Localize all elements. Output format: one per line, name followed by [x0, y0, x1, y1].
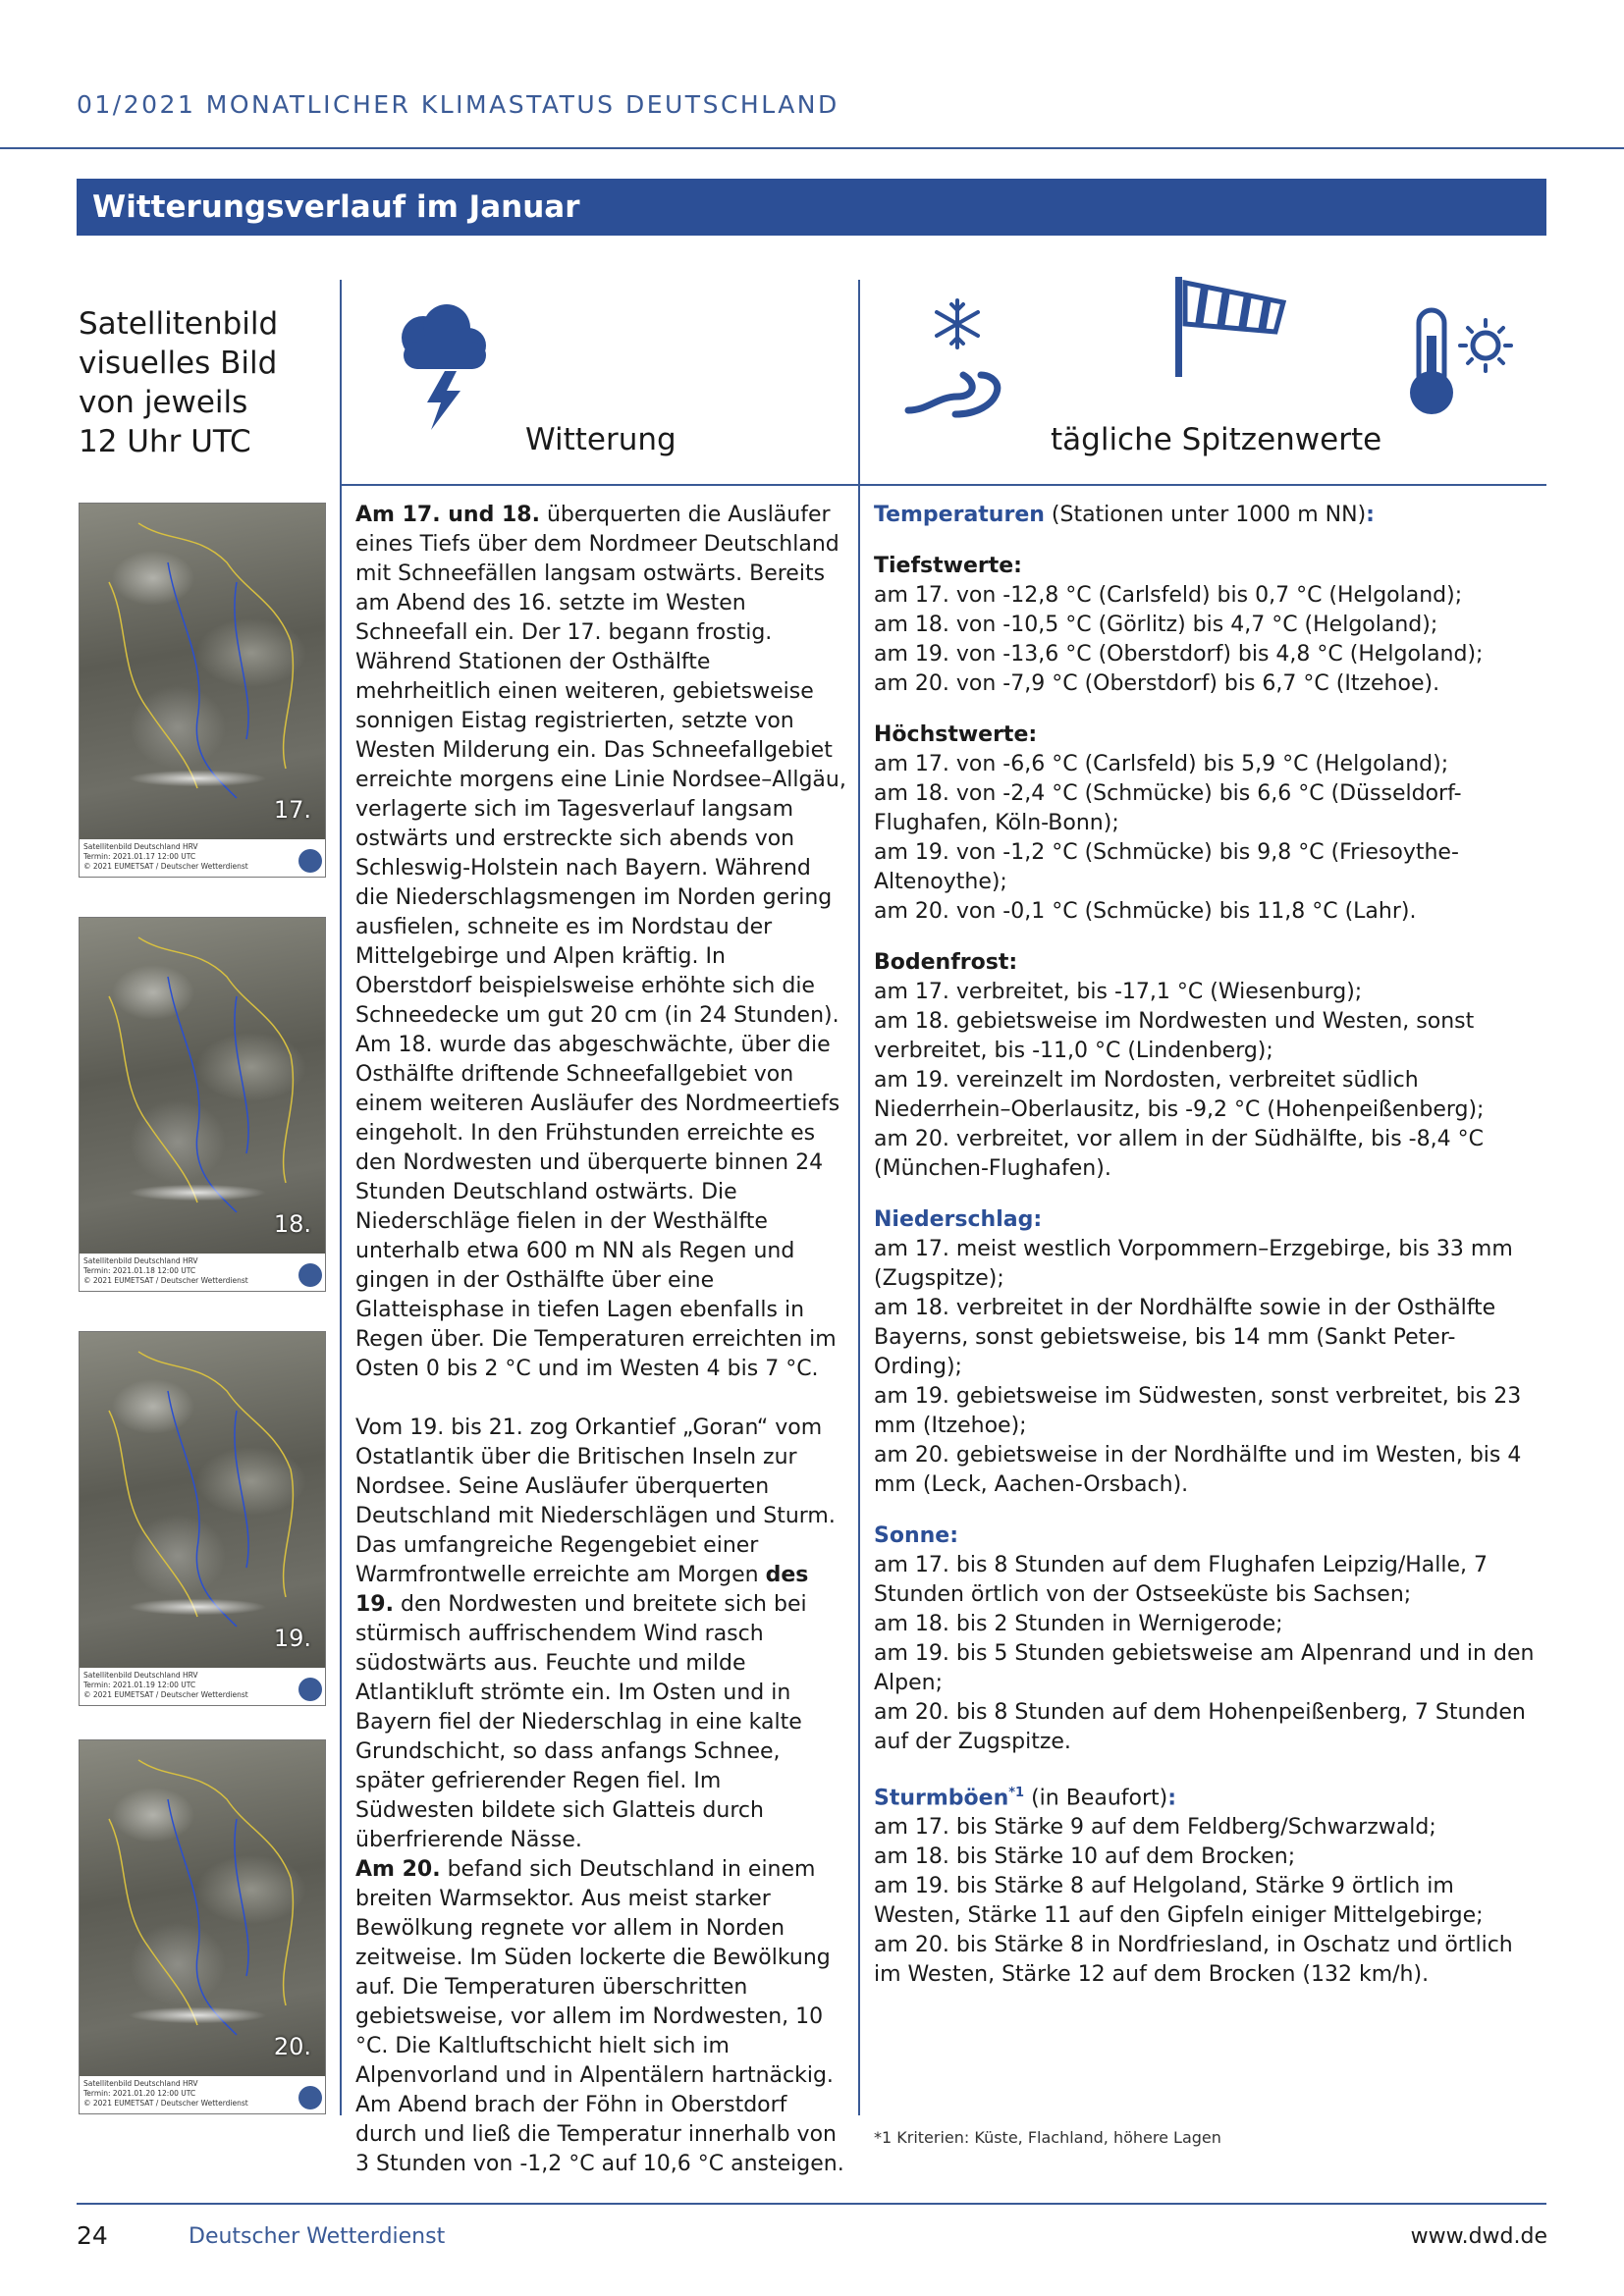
narrative-emphasis: Am 17. und 18. — [355, 503, 540, 527]
satellite-caption-line: Satellitenbild Deutschland HRV — [83, 1256, 198, 1265]
hoechstwerte-item: am 20. von -0,1 °C (Schmücke) bis 11,8 °C (Lahr). — [874, 899, 1417, 924]
satellite-caption-line: © 2021 EUMETSAT / Deutscher Wetterdienst — [83, 1276, 248, 1285]
bodenfrost-item: am 17. verbreitet, bis -17,1 °C (Wiesenburg); — [874, 980, 1363, 1004]
narrative-paragraph — [355, 1855, 846, 2179]
sturmboeen-note: (in Beaufort) — [1024, 1786, 1168, 1811]
bodenfrost-item: am 19. vereinzelt im Nordosten, verbreitet südlich Niederrhein–Oberlausitz, bis -9,2 °C (Hohenpeißenberg); — [874, 1068, 1485, 1122]
tiefstwerte-item: am 17. von -12,8 °C (Carlsfeld) bis 0,7 °C (Helgoland); — [874, 583, 1463, 608]
weather-column-title: Witterung — [525, 422, 677, 457]
tiefstwerte-section — [874, 552, 1542, 699]
satellite-caption-line: © 2021 EUMETSAT / Deutscher Wetterdienst — [83, 1690, 248, 1699]
satellite-caption — [80, 1254, 325, 1291]
tiefstwerte-item: am 18. von -10,5 °C (Görlitz) bis 4,7 °C (Helgoland); — [874, 613, 1438, 637]
satellite-image-17 — [79, 503, 326, 878]
satellite-caption — [80, 2076, 325, 2113]
temperature-section — [874, 501, 1542, 530]
satellite-heading-line: von jeweils — [79, 385, 248, 420]
heading-colon: : — [1366, 503, 1375, 527]
section-banner: Witterungsverlauf im Januar — [77, 179, 1546, 236]
narrative-emphasis: des 19. — [355, 1563, 809, 1617]
hoechstwerte-item: am 17. von -6,6 °C (Carlsfeld) bis 5,9 °C (Helgoland); — [874, 752, 1449, 776]
satellite-heading — [79, 304, 324, 461]
sonne-heading: Sonne: — [874, 1523, 959, 1548]
sturmboeen-section — [874, 1779, 1542, 1990]
niederschlag-item: am 19. gebietsweise im Südwesten, sonst verbreitet, bis 23 mm (Itzehoe); — [874, 1384, 1522, 1438]
sturmboeen-item: am 19. bis Stärke 8 auf Helgoland, Stärke 9 örtlich im Westen, Stärke 11 auf den Gipfeln einiger Mittelgebirge; — [874, 1874, 1484, 1929]
niederschlag-item: am 20. gebietsweise in der Nordhälfte und im Westen, bis 4 mm (Leck, Aachen-Orsbach). — [874, 1443, 1522, 1497]
peak-values — [874, 501, 1542, 2011]
weather-narrative — [355, 501, 846, 2209]
hoechstwerte-item: am 18. von -2,4 °C (Schmücke) bis 6,6 °C (Düsseldorf-Flughafen, Köln-Bonn); — [874, 781, 1462, 835]
windsock-icon — [1173, 273, 1291, 381]
dwd-logo-icon — [298, 1263, 322, 1287]
thermometer-sun-icon — [1399, 306, 1522, 419]
footnote-marker: *1 — [1008, 1786, 1025, 1800]
publisher-name: Deutscher Wetterdienst — [189, 2224, 446, 2249]
narrative-paragraph — [355, 501, 846, 1384]
hoechstwerte-section — [874, 721, 1542, 927]
alps-snow — [99, 1592, 296, 1622]
satellite-image-19 — [79, 1331, 326, 1706]
snowflake-road-icon — [898, 294, 1016, 422]
satellite-caption-line: Satellitenbild Deutschland HRV — [83, 842, 198, 851]
satellite-day-label: 18. — [273, 1210, 311, 1238]
website-link[interactable]: www.dwd.de — [1410, 2224, 1547, 2249]
column-header-rule — [340, 484, 1546, 486]
satellite-caption — [80, 839, 325, 877]
satellite-caption — [80, 1668, 325, 1705]
satellite-day-label: 17. — [273, 796, 311, 824]
heading-colon: : — [1167, 1786, 1177, 1811]
satellite-heading-line: 12 Uhr UTC — [79, 424, 251, 459]
tiefstwerte-item: am 20. von -7,9 °C (Oberstdorf) bis 6,7 °C (Itzehoe). — [874, 671, 1440, 696]
temperature-heading: Temperaturen — [874, 503, 1045, 527]
satellite-caption-line: Satellitenbild Deutschland HRV — [83, 2079, 198, 2088]
satellite-caption-line: Termin: 2021.01.20 12:00 UTC — [83, 2089, 196, 2098]
bodenfrost-heading: Bodenfrost: — [874, 950, 1018, 975]
dwd-logo-icon — [298, 2086, 322, 2109]
sonne-section — [874, 1522, 1542, 1757]
niederschlag-section — [874, 1205, 1542, 1500]
sturmboeen-item: am 18. bis Stärke 10 auf dem Brocken; — [874, 1844, 1296, 1870]
footnote: *1 Kriterien: Küste, Flachland, höhere Lagen — [874, 2128, 1221, 2147]
hoechstwerte-heading: Höchstwerte: — [874, 722, 1038, 747]
column-divider-right — [858, 280, 860, 2115]
satellite-heading-line: visuelles Bild — [79, 346, 278, 381]
narrative-emphasis: Am 20. — [355, 1857, 441, 1882]
sturmboeen-heading-line — [874, 1779, 1542, 1813]
sturmboeen-item: am 20. bis Stärke 8 in Nordfriesland, in Oschatz und örtlich im Westen, Stärke 12 auf dem Brocken (132 km/h). — [874, 1933, 1513, 1988]
narrative-text: befand sich Deutschland in einem breiten Warmsektor. Aus meist starker Bewölkung regnete vor allem in Norden zeitweise. Im Süden lockerte die Bewölkung auf. Die Temperaturen überschritten gebietsweise, vor allem im Nordwesten, 10 °C. Die Kaltluftschicht hielt sich im Alpenvorland und in Alpentälern hartnäckig. Am Abend brach der Föhn in Oberstdorf durch und ließ die Temperatur innerhalb von 3 Stunden von -1,2 °C auf 10,6 °C ansteigen. — [355, 1857, 844, 2176]
satellite-day-label: 20. — [273, 2033, 311, 2060]
page-number: 24 — [77, 2221, 108, 2250]
temperature-note: (Stationen unter 1000 m NN) — [1044, 503, 1367, 527]
satellite-caption-line: Termin: 2021.01.18 12:00 UTC — [83, 1266, 196, 1275]
bodenfrost-item: am 20. verbreitet, vor allem in der Südhälfte, bis -8,4 °C (München-Flughafen). — [874, 1127, 1484, 1181]
alps-snow — [99, 764, 296, 793]
sturmboeen-item: am 17. bis Stärke 9 auf dem Feldberg/Schwarzwald; — [874, 1815, 1436, 1841]
report-header-title: 01/2021 MONATLICHER KLIMASTATUS DEUTSCHLAND — [77, 90, 839, 119]
alps-snow — [99, 2001, 296, 2030]
sonne-item: am 17. bis 8 Stunden auf dem Flughafen Leipzig/Halle, 7 Stunden örtlich von der Ostseeküste bis Sachsen; — [874, 1553, 1489, 1607]
satellite-day-label: 19. — [273, 1625, 311, 1652]
niederschlag-item: am 17. meist westlich Vorpommern–Erzgebirge, bis 33 mm (Zugspitze); — [874, 1237, 1513, 1291]
dwd-logo-icon — [298, 849, 322, 873]
alps-snow — [99, 1178, 296, 1207]
peaks-column-title: tägliche Spitzenwerte — [1051, 422, 1382, 457]
narrative-text: überquerten die Ausläufer eines Tiefs über dem Nordmeer Deutschland mit Schneefällen langsam ostwärts. Bereits am Abend des 16. setzte im Westen Schneefall ein. Der 17. begann frostig. Während Stationen der Osthälfte mehrheitlich einen weiteren, gebietsweise sonnigen Eistag registrierten, setzte von Westen Milderung ein. Das Schneefallgebiet erreichte morgens eine Linie Nordsee–Allgäu, verlagerte sich im Tagesverlauf langsam ostwärts und erstreckte sich abends von Schleswig-Holstein nach Bayern. Während die Niederschlagsmengen im Norden gering ausfielen, schneite es im Nordstau der Mittelgebirge und Alpen kräftig. In Oberstdorf beispielsweise erhöhte sich die Schneedecke um gut 20 cm (in 24 Stunden). Am 18. wurde das abgeschwächte, über die Osthälfte driftende Schneefallgebiet von einem weiteren Ausläufer des Nordmeertiefs eingeholt. In den Frühstunden erreichte es den Nordwesten und überquerte binnen 24 Stunden Deutschland ostwärts. Die Niederschläge fielen in der Westhälfte unterhalb etwa 600 m NN als Regen und gingen in der Osthälfte über eine Glatteisphase in tiefen Lagen ebenfalls in Regen über. Die Temperaturen erreichten im Osten 0 bis 2 °C und im Westen 4 bis 7 °C. — [355, 503, 846, 1381]
satellite-image-20 — [79, 1739, 326, 2114]
niederschlag-item: am 18. verbreitet in der Nordhälfte sowie in der Osthälfte Bayerns, sonst gebietsweise, bis 14 mm (Sankt Peter-Ording); — [874, 1296, 1496, 1379]
bodenfrost-section — [874, 948, 1542, 1184]
bodenfrost-item: am 18. gebietsweise im Nordwesten und Westen, sonst verbreitet, bis -11,0 °C (Lindenberg); — [874, 1009, 1475, 1063]
narrative-paragraph — [355, 1414, 846, 1855]
niederschlag-heading: Niederschlag: — [874, 1207, 1043, 1232]
header-divider — [0, 147, 1624, 149]
cloud-lightning-icon — [388, 293, 496, 430]
sturmboeen-heading: Sturmböen — [874, 1786, 1009, 1811]
sonne-item: am 19. bis 5 Stunden gebietsweise am Alpenrand und in den Alpen; — [874, 1641, 1535, 1695]
hoechstwerte-item: am 19. von -1,2 °C (Schmücke) bis 9,8 °C (Friesoythe-Altenoythe); — [874, 840, 1459, 894]
footer-divider — [77, 2203, 1546, 2205]
satellite-image-18 — [79, 917, 326, 1292]
satellite-caption-line: Termin: 2021.01.17 12:00 UTC — [83, 852, 196, 861]
dwd-logo-icon — [298, 1678, 322, 1701]
sonne-item: am 18. bis 2 Stunden in Wernigerode; — [874, 1612, 1283, 1636]
sonne-item: am 20. bis 8 Stunden auf dem Hohenpeißenberg, 7 Stunden auf der Zugspitze. — [874, 1700, 1526, 1754]
satellite-caption-line: Termin: 2021.01.19 12:00 UTC — [83, 1681, 196, 1689]
satellite-caption-line: © 2021 EUMETSAT / Deutscher Wetterdienst — [83, 862, 248, 871]
satellite-caption-line: Satellitenbild Deutschland HRV — [83, 1671, 198, 1680]
tiefstwerte-heading: Tiefstwerte: — [874, 554, 1022, 578]
satellite-caption-line: © 2021 EUMETSAT / Deutscher Wetterdienst — [83, 2099, 248, 2108]
satellite-heading-line: Satellitenbild — [79, 306, 279, 342]
tiefstwerte-item: am 19. von -13,6 °C (Oberstdorf) bis 4,8 °C (Helgoland); — [874, 642, 1484, 667]
column-divider-left — [340, 280, 342, 2115]
narrative-text: Vom 19. bis 21. zog Orkantief „Goran“ vom Ostatlantik über die Britischen Inseln zur Nordsee. Seine Ausläufer überquerten Deutschland mit Niederschlägen und Sturm. Das umfangreiche Regengebiet einer Warmfrontwelle erreichte am Morgen — [355, 1415, 836, 1587]
narrative-text: den Nordwesten und breitete sich bei stürmisch auffrischendem Wind rasch südostwärts aus. Feuchte und milde Atlantikluft strömte ein. Im Osten und in Bayern fiel der Niederschlag in eine kalte Grundschicht, so dass anfangs Schnee, später gefrierender Regen fiel. Im Südwesten bildete sich Glatteis durch überfrierende Nässe. — [355, 1592, 807, 1852]
